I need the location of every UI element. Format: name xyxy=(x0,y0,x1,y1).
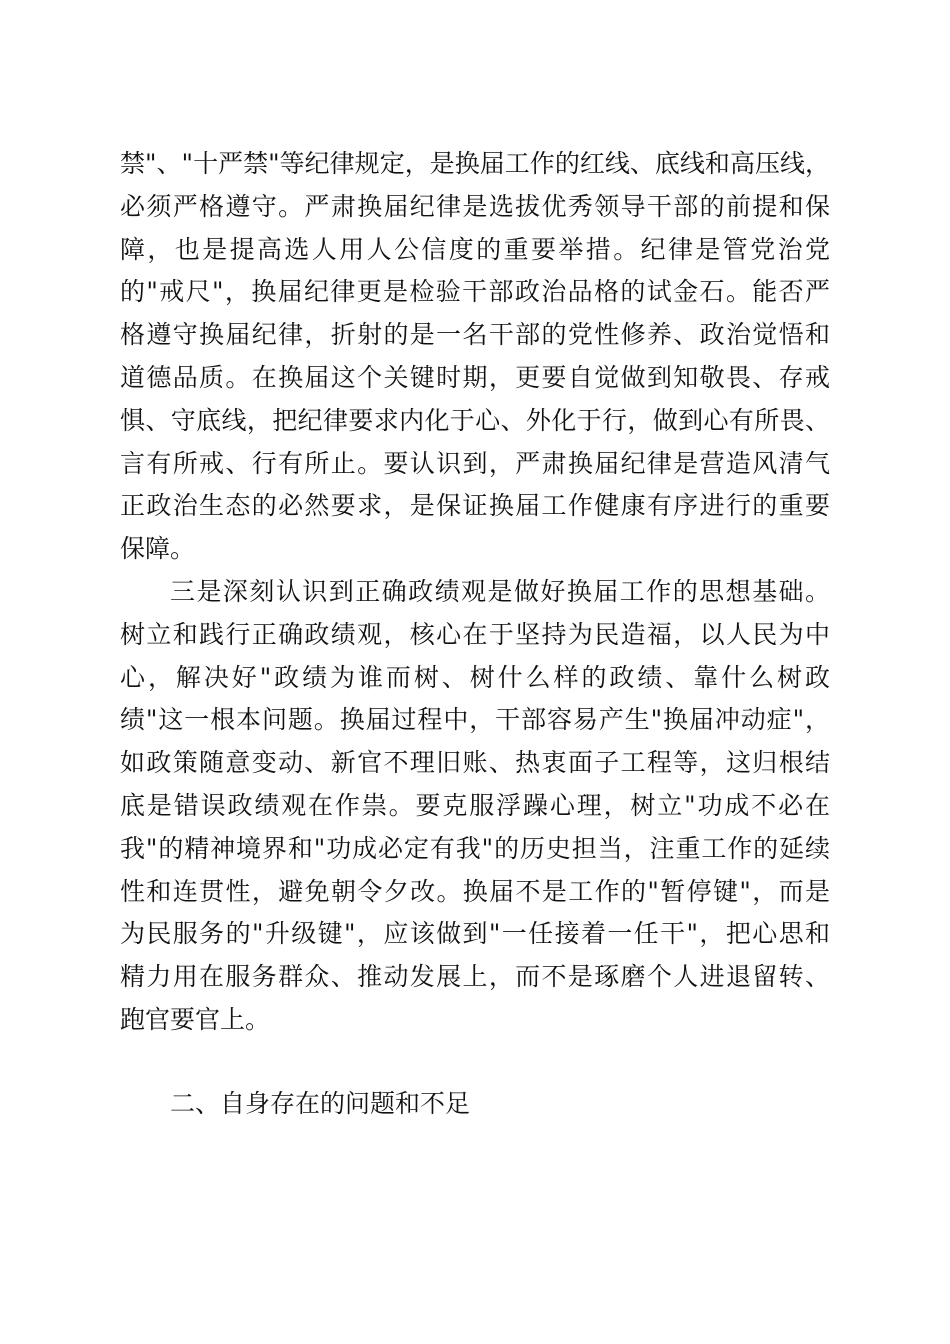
paragraph-line: 保障。 xyxy=(120,534,196,564)
paragraph-line: 言有所戒、行有所止。要认识到，严肃换届纪律是营造风清气 xyxy=(120,448,830,478)
paragraph-line: 惧、守底线，把纪律要求内化于心、外化于行，做到心有所畏、 xyxy=(120,405,830,435)
paragraph-1 xyxy=(120,143,830,571)
section-heading-block xyxy=(120,1083,830,1126)
paragraph-2 xyxy=(120,571,830,1042)
paragraph-line: 精力用在服务群众、推动发展上，而不是琢磨个人进退留转、 xyxy=(120,962,830,992)
paragraph-line: 底是错误政绩观在作祟。要克服浮躁心理，树立"功成不必在 xyxy=(120,790,830,820)
paragraph-line: 道德品质。在换届这个关键时期，更要自觉做到知敬畏、存戒 xyxy=(120,362,830,392)
paragraph-line: 为民服务的"升级键"，应该做到"一任接着一任干"，把心思和 xyxy=(120,919,830,949)
paragraph-line: 树立和践行正确政绩观，核心在于坚持为民造福，以人民为中 xyxy=(120,619,830,649)
paragraph-line: 正政治生态的必然要求，是保证换届工作健康有序进行的重要 xyxy=(120,491,830,521)
paragraph-line: 绩"这一根本问题。换届过程中，干部容易产生"换届冲动症"， xyxy=(120,705,830,735)
paragraph-line: 的"戒尺"，换届纪律更是检验干部政治品格的试金石。能否严 xyxy=(120,277,830,307)
paragraph-lead-line: 三是深刻认识到正确政绩观是做好换届工作的思想基础。 xyxy=(170,577,830,606)
paragraph-line: 禁"、"十严禁"等纪律规定，是换届工作的红线、底线和高压线， xyxy=(120,149,830,178)
paragraph-line: 我"的精神境界和"功成必定有我"的历史担当，注重工作的延续 xyxy=(120,833,830,863)
paragraph-line: 跑官要官上。 xyxy=(120,1004,271,1034)
paragraph-line: 如政策随意变动、新官不理旧账、热衷面子工程等，这归根结 xyxy=(120,748,830,778)
paragraph-line: 障，也是提高选人用人公信度的重要举措。纪律是管党治党 xyxy=(120,234,830,264)
paragraph-line: 格遵守换届纪律，折射的是一名干部的党性修养、政治觉悟和 xyxy=(120,320,830,350)
section-heading: 二、自身存在的问题和不足 xyxy=(170,1089,471,1118)
paragraph-line: 必须严格遵守。严肃换届纪律是选拔优秀领导干部的前提和保 xyxy=(120,191,830,221)
paragraph-line: 性和连贯性，避免朝令夕改。换届不是工作的"暂停键"，而是 xyxy=(120,876,830,906)
paragraph-line: 心，解决好"政绩为谁而树、树什么样的政绩、靠什么树政 xyxy=(120,662,830,692)
